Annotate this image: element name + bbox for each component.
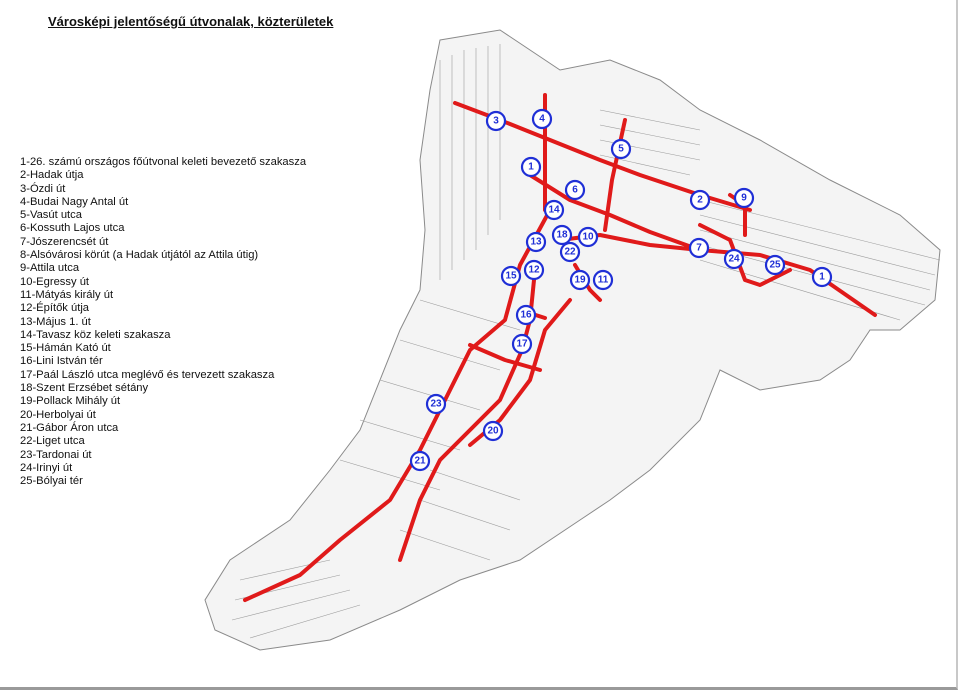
legend-item: 11-Mátyás király út [20,288,114,301]
route-number-marker [690,239,708,257]
legend-item: 20-Herbolyai út [20,408,96,421]
legend-item: 4-Budai Nagy Antal út [20,195,129,208]
route-number-marker [517,306,535,324]
legend-item: 25-Bólyai tér [20,475,83,488]
legend-item: 23-Tardonai út [20,448,92,461]
route-number-marker [487,112,505,130]
route-number-label: 9 [741,192,747,204]
legend-item: 12-Építők útja [20,302,90,315]
legend-item: 1-26. számú országos főútvonal keleti bevezető szakasza [20,156,307,168]
legend-item: 13-Május 1. út [20,315,91,328]
legend-item: 22-Liget utca [20,435,85,448]
route-number-label: 25 [769,259,781,271]
route-number-marker [513,335,531,353]
legend-item: 19-Pollack Mihály út [20,395,121,408]
route-number-label: 3 [493,115,499,127]
route-number-label: 10 [582,231,594,243]
route-number-label: 1 [819,271,825,283]
legend-item: 7-Jószerencsét út [20,235,109,248]
route-number-marker [411,452,429,470]
route-number-label: 5 [618,143,624,155]
route-number-marker [766,256,784,274]
legend-item: 21-Gábor Áron utca [20,421,119,434]
route-number-marker [533,110,551,128]
route-number-marker [813,268,831,286]
route-number-label: 17 [516,338,528,350]
route-number-label: 1 [528,161,534,173]
route-number-label: 4 [539,113,545,125]
legend-item: 15-Hámán Kató út [20,342,111,355]
route-number-label: 2 [697,194,703,206]
route-number-marker [571,271,589,289]
route-number-marker [553,226,571,244]
legend-item: 18-Szent Erzsébet sétány [20,382,149,395]
legend-item: 16-Lini István tér [20,355,103,368]
route-number-label: 14 [548,204,560,216]
legend-item: 10-Egressy út [20,275,90,288]
route-number-marker [691,191,709,209]
route-number-marker [502,267,520,285]
route-number-marker [545,201,563,219]
route-number-marker [427,395,445,413]
route-number-label: 19 [574,274,586,286]
route-number-label: 21 [414,455,426,467]
route-number-marker [561,243,579,261]
legend-item: 2-Hadak útja [20,169,84,182]
route-number-marker [566,181,584,199]
route-number-label: 7 [696,242,702,254]
route-number-marker [594,271,612,289]
route-number-label: 6 [572,184,578,196]
route-number-label: 13 [530,236,542,248]
legend-item: 24-Irinyi út [20,461,73,474]
route-number-marker [735,189,753,207]
route-number-label: 16 [520,309,532,321]
route-number-label: 23 [430,398,442,410]
legend-item: 6-Kossuth Lajos utca [20,222,125,235]
legend-item: 3-Ózdi út [20,182,66,195]
legend-item: 8-Alsóvárosi körút (a Hadak útjától az Attila útig) [20,249,259,262]
route-number-marker [527,233,545,251]
route-number-label: 11 [597,274,609,286]
route-number-label: 24 [728,253,740,265]
route-number-label: 15 [505,270,517,282]
route-number-marker [522,158,540,176]
route-number-marker [484,422,502,440]
legend-item: 5-Vasút utca [20,209,82,222]
legend-item: 17-Paál László utca meglévő és tervezett szakasza [20,368,275,381]
legend-item: 9-Attila utca [20,262,80,275]
route-number-label: 22 [564,246,576,258]
map-title: Városképi jelentőségű útvonalak, közterületek [48,14,334,29]
route-number-marker [579,228,597,246]
route-number-marker [525,261,543,279]
route-number-marker [725,250,743,268]
route-number-label: 18 [556,229,568,241]
route-number-label: 20 [487,425,499,437]
legend-item: 14-Tavasz köz keleti szakasza [20,328,171,341]
route-number-label: 12 [528,264,540,276]
route-number-marker [612,140,630,158]
town-outline [205,30,940,650]
